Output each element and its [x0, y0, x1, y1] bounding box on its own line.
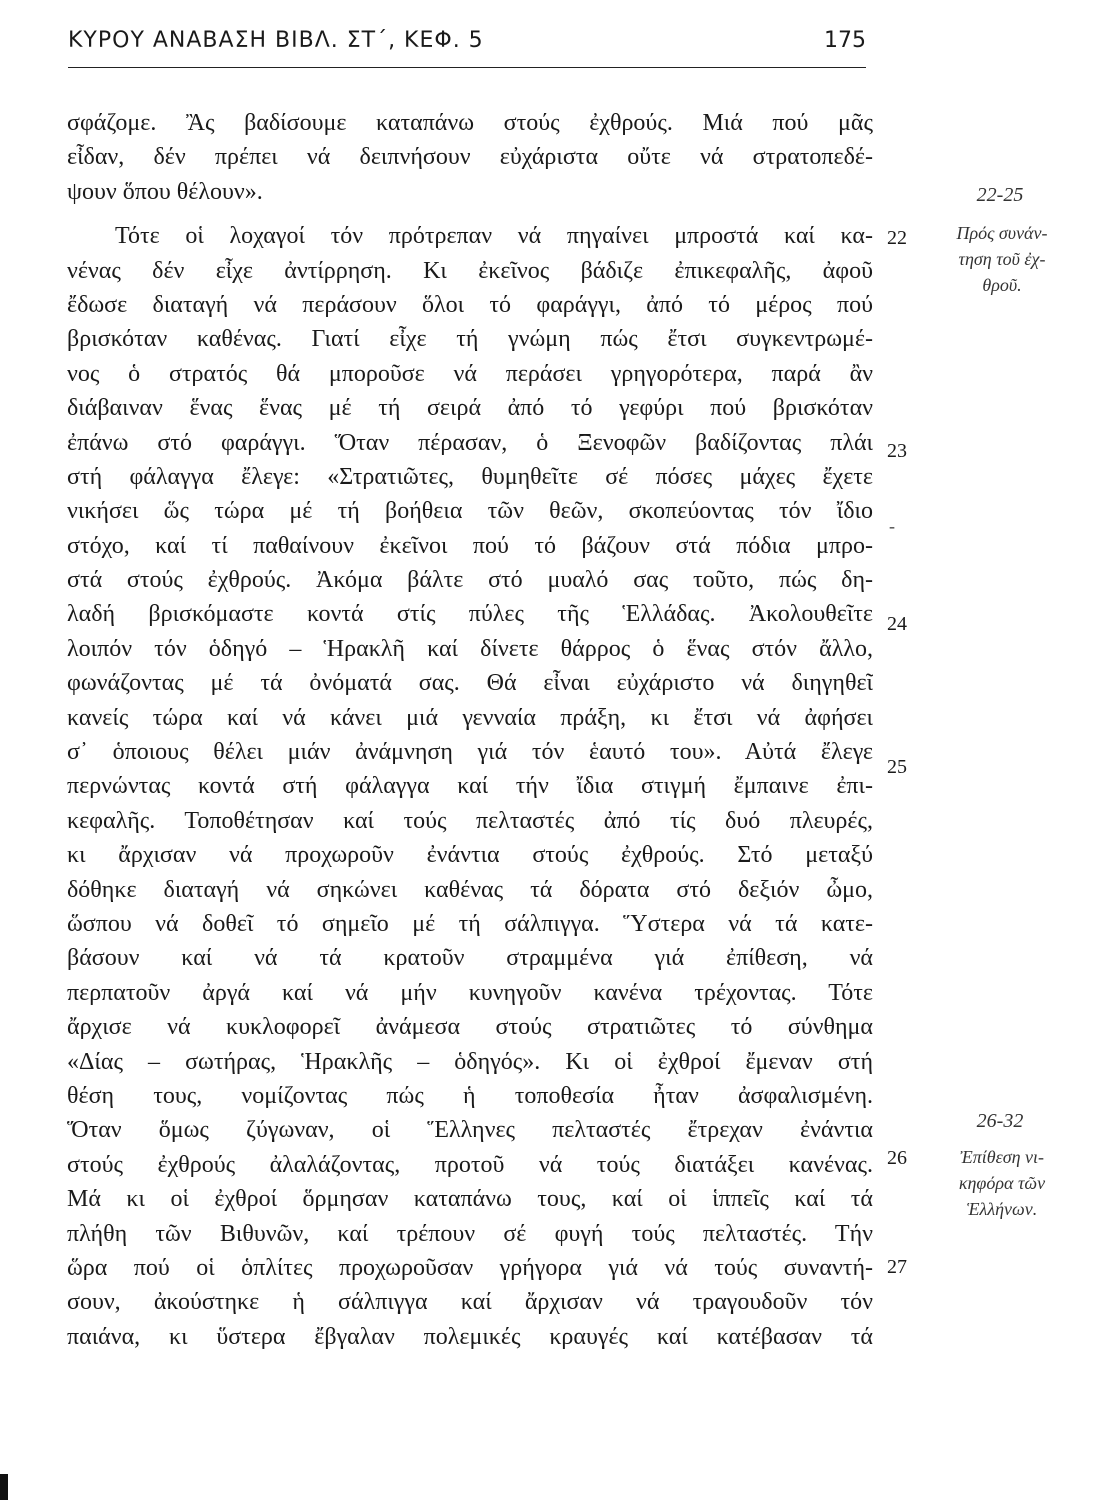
- text-line: πλήθη τῶν Βιθυνῶν, καί τρέπουν σέ φυγή τούς πελταστές. Τήν: [67, 1220, 873, 1247]
- text-line: δόθηκε διαταγή νά σηκώνει καθένας τά δόρατα στό δεξιόν ὦμο,: [67, 876, 873, 903]
- text-line: σ᾽ ὁποιους θέλει μιάν ἀνάμνηση γιά τόν ἑαυτό του». Αὐτά ἔλεγε: [67, 739, 873, 766]
- body-text: [67, 106, 873, 1354]
- text-line: νος ὁ στρατός θά μποροῦσε νά περάσει γρηγορότερα, παρά ἂν: [67, 360, 873, 387]
- sidenote-line: Ἐπίθεση νι-: [960, 1147, 1044, 1167]
- text-line: Τότε οἱ λοχαγοί τόν πρότρεπαν νά πηγαίνει μπροστά καί κα-: [115, 223, 873, 250]
- header-rule: [68, 67, 866, 68]
- text-line: ἐπάνω στό φαράγγι. Ὅταν πέρασαν, ὁ Ξενοφῶν βαδίζοντας πλάι: [67, 429, 873, 456]
- scan-edge-mark: [0, 1474, 8, 1500]
- sidenote-line: θροῦ.: [982, 275, 1022, 295]
- text-line: σουν, ἀκούστηκε ἡ σάλπιγγα καί ἄρχισαν νά τραγουδοῦν τόν: [67, 1289, 873, 1316]
- text-line: νένας δέν εἶχε ἀντίρρηση. Κι ἐκεῖνος βάδιζε ἐπικεφαλῆς, ἀφοῦ: [67, 257, 873, 284]
- text-line: παιάνα, κι ὕστερα ἔβγαλαν πολεμικές κραυγές καί κατέβασαν τά: [67, 1323, 873, 1350]
- text-line: θέση τους, νομίζοντας πώς ἡ τοποθεσία ἦταν ἀσφαλισμένη.: [67, 1082, 873, 1109]
- text-line: Μά κι οἱ ἐχθροί ὅρμησαν καταπάνω τους, καί οἱ ἱππεῖς καί τά: [67, 1186, 873, 1213]
- section-number: 27: [887, 1256, 907, 1278]
- text-line: κεφαλῆς. Τοποθέτησαν καί τούς πελταστές ἀπό τίς δυό πλευρές,: [67, 807, 873, 834]
- text-line: «Δίας – σωτήρας, Ἡρακλῆς – ὁδηγός». Κι οἱ ἐχθροί ἔμεναν στή: [67, 1048, 873, 1075]
- text-line: λαδή βρισκόμαστε κοντά στίς πύλες τῆς Ἑλλάδας. Ἀκολουθεῖτε: [67, 601, 873, 628]
- text-line: στή φάλαγγα ἔλεγε: «Στρατιῶτες, θυμηθεῖτε σέ πόσες μάχες ἔχετε: [67, 463, 873, 490]
- text-line: στά στούς ἐχθρούς. Ἀκόμα βάλτε στό μυαλό σας τοῦτο, πώς δη-: [67, 567, 873, 594]
- text-line: Ὅταν ὅμως ζύγωναν, οἱ Ἕλληνες πελταστές ἔτρεχαν ἐνάντια: [67, 1117, 873, 1144]
- sidenote: [912, 1144, 1092, 1222]
- section-number: 23: [887, 440, 907, 462]
- text-line: φωνάζοντας μέ τά ὀνόματά σας. Θά εἶναι εὐχάριστο νά διηγηθεῖ: [67, 670, 873, 697]
- section-number: 26: [887, 1147, 907, 1169]
- text-line: περνώντας κοντά στή φάλαγγα καί τήν ἴδια στιγμή ἔμπαινε ἐπι-: [67, 773, 873, 800]
- text-line: στούς ἐχθρούς ἀλαλάζοντας, προτοῦ νά τούς διατάξει κανένας.: [67, 1151, 873, 1178]
- paragraph-gap: [67, 209, 873, 219]
- section-number: 24: [887, 613, 907, 635]
- text-line: νικήσει ὥς τώρα μέ τή βοήθεια τῶν θεῶν, σκοπεύοντας τόν ἴδιο: [67, 498, 873, 525]
- sidenote-line: Πρός συνάν-: [956, 223, 1048, 243]
- section-number: 25: [887, 756, 907, 778]
- text-line: σφάζομε. Ἂς βαδίσουμε καταπάνω στούς ἐχθρούς. Μιά πού μᾶς: [67, 110, 873, 136]
- text-line: βάσουν καί νά τά κρατοῦν στραμμένα γιά ἐπίθεση, νά: [67, 945, 873, 972]
- text-line: ψουν ὅπου θέλουν».: [67, 178, 263, 205]
- text-line: κι ἄρχισαν νά προχωροῦν ἐνάντια στούς ἐχθρούς. Στό μεταξύ: [67, 842, 873, 869]
- text-line: περπατοῦν ἀργά καί νά μήν κυνηγοῦν κανένα τρέχοντας. Τότε: [67, 979, 873, 1006]
- text-line: ὥρα πού οἱ ὁπλίτες προχωροῦσαν γρήγορα γιά νά τούς συναντή-: [67, 1254, 873, 1281]
- sidenote: [912, 220, 1092, 298]
- sidenote-range: 22-25: [976, 184, 1024, 206]
- text-line: βρισκόταν καθένας. Γιατί εἶχε τή γνώμη πώς ἔτσι συγκεντρωμέ-: [67, 326, 873, 353]
- sidenote-line: κηφόρα τῶν: [958, 1173, 1046, 1193]
- section-number: 22: [887, 227, 907, 249]
- text-line: διάβαιναν ἕνας ἕνας μέ τή σειρά ἀπό τό γεφύρι πού βρισκόταν: [67, 395, 873, 422]
- text-line: στόχο, καί τί παθαίνουν ἐκεῖνοι πού τό βάζουν στά πόδια μπρο-: [67, 532, 873, 559]
- text-line: κανείς τώρα καί νά κάνει μιά γενναία πράξη, κι ἔτσι νά ἀφήσει: [67, 704, 873, 731]
- text-line: ἄρχισε νά κυκλοφορεῖ ἀνάμεσα στούς στρατιῶτες τό σύνθημα: [67, 1014, 873, 1041]
- text-line: λοιπόν τόν ὁδηγό – Ἡρακλῆ καί δίνετε θάρρος ὁ ἕνας στόν ἄλλο,: [67, 635, 873, 662]
- text-line: εἶδαν, δέν πρέπει νά δειπνήσουν εὐχάριστα οὔτε νά στρατοπεδέ-: [67, 144, 873, 171]
- sidenote-line: τηση τοῦ ἐχ-: [958, 249, 1046, 269]
- running-head-title: ΚΥΡΟΥ ΑΝΑΒΑΣΗ ΒΙΒΛ. ΣΤ΄, ΚΕΦ. 5: [68, 28, 484, 53]
- text-line: ὥσπου νά δοθεῖ τό σημεῖο μέ τή σάλπιγγα. Ὕστερα νά τά κατε-: [67, 910, 873, 937]
- page-number: 175: [824, 28, 866, 53]
- margin-dash: -: [889, 516, 895, 536]
- sidenote-range: 26-32: [976, 1110, 1024, 1132]
- sidenote-line: Ἑλλήνων.: [966, 1199, 1038, 1219]
- text-line: ἔδωσε διαταγή νά περάσουν ὅλοι τό φαράγγι, ἀπό τό μέρος πού: [67, 291, 873, 318]
- running-header: [68, 28, 866, 64]
